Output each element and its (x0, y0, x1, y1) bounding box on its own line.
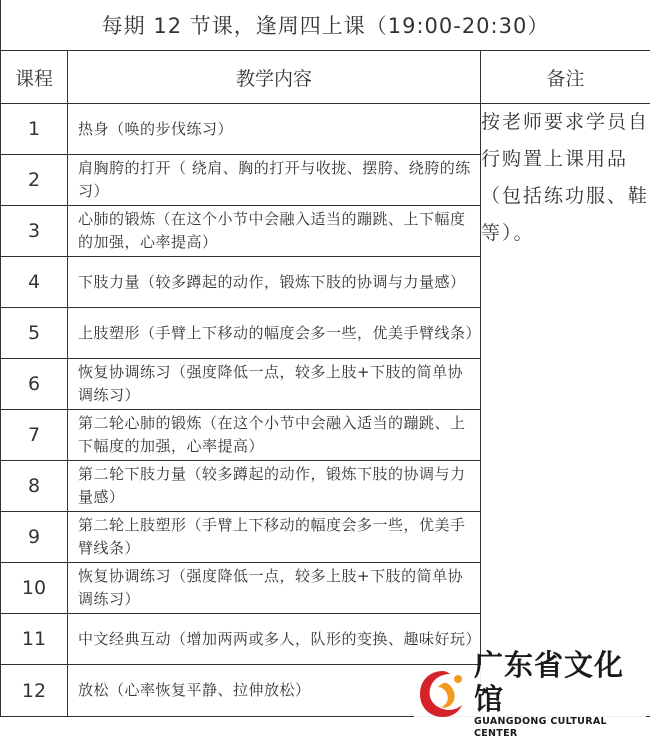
course-number: 10 (1, 563, 68, 614)
course-number: 1 (1, 104, 68, 155)
course-content: 恢复协调练习（强度降低一点，较多上肢+下肢的简单协调练习） (68, 563, 481, 614)
header-course-number: 课程 (1, 51, 68, 104)
course-number: 4 (1, 257, 68, 308)
course-content: 第二轮下肢力量（较多蹲起的动作，锻炼下肢的协调与力量感） (68, 461, 481, 512)
course-content: 肩胸胯的打开（ 绕肩、胸的打开与收拢、摆胯、绕胯的练习） (68, 155, 481, 206)
course-schedule-table (0, 50, 650, 717)
schedule-title: 每期 12 节课，逢周四上课（19:00-20:30） (0, 0, 650, 50)
cultural-center-emblem-icon (414, 665, 472, 723)
header-remarks: 备注 (481, 51, 650, 104)
header-teaching-content: 教学内容 (68, 51, 481, 104)
course-content: 下肢力量（较多蹲起的动作，锻炼下肢的协调与力量感） (68, 257, 481, 308)
course-content: 中文经典互动（增加两两或多人，队形的变换、趣味好玩） (68, 614, 481, 665)
table-row (1, 104, 650, 155)
course-content: 恢复协调练习（强度降低一点，较多上肢+下肢的简单协调练习） (68, 359, 481, 410)
course-content: 放松（心率恢复平静、拉伸放松） (68, 665, 481, 717)
course-number: 7 (1, 410, 68, 461)
emblem-dot (454, 675, 462, 683)
logo-text (474, 648, 646, 740)
course-number: 3 (1, 206, 68, 257)
course-number: 9 (1, 512, 68, 563)
course-number: 2 (1, 155, 68, 206)
table-header-row (1, 51, 650, 104)
remarks-cell: 按老师要求学员自行购置上课用品（包括练功服、鞋等）。 (481, 104, 650, 717)
logo-name-chinese: 广东省文化馆 (474, 648, 646, 716)
course-content: 热身（唤的步伐练习） (68, 104, 481, 155)
guangdong-cultural-center-logo (414, 665, 646, 723)
course-content: 上肢塑形（手臂上下移动的幅度会多一些，优美手臂线条） (68, 308, 481, 359)
course-number: 11 (1, 614, 68, 665)
course-number: 6 (1, 359, 68, 410)
course-content: 第二轮上肢塑形（手臂上下移动的幅度会多一些，优美手臂线条） (68, 512, 481, 563)
course-number: 8 (1, 461, 68, 512)
course-content: 第二轮心肺的锻炼（在这个小节中会融入适当的蹦跳、上下幅度的加强，心率提高） (68, 410, 481, 461)
course-number: 5 (1, 308, 68, 359)
course-number: 12 (1, 665, 68, 717)
logo-name-english: GUANGDONG CULTURAL CENTER (474, 716, 646, 740)
course-content: 心肺的锻炼（在这个小节中会融入适当的蹦跳、上下幅度的加强，心率提高） (68, 206, 481, 257)
emblem-orange-flame (438, 683, 455, 708)
